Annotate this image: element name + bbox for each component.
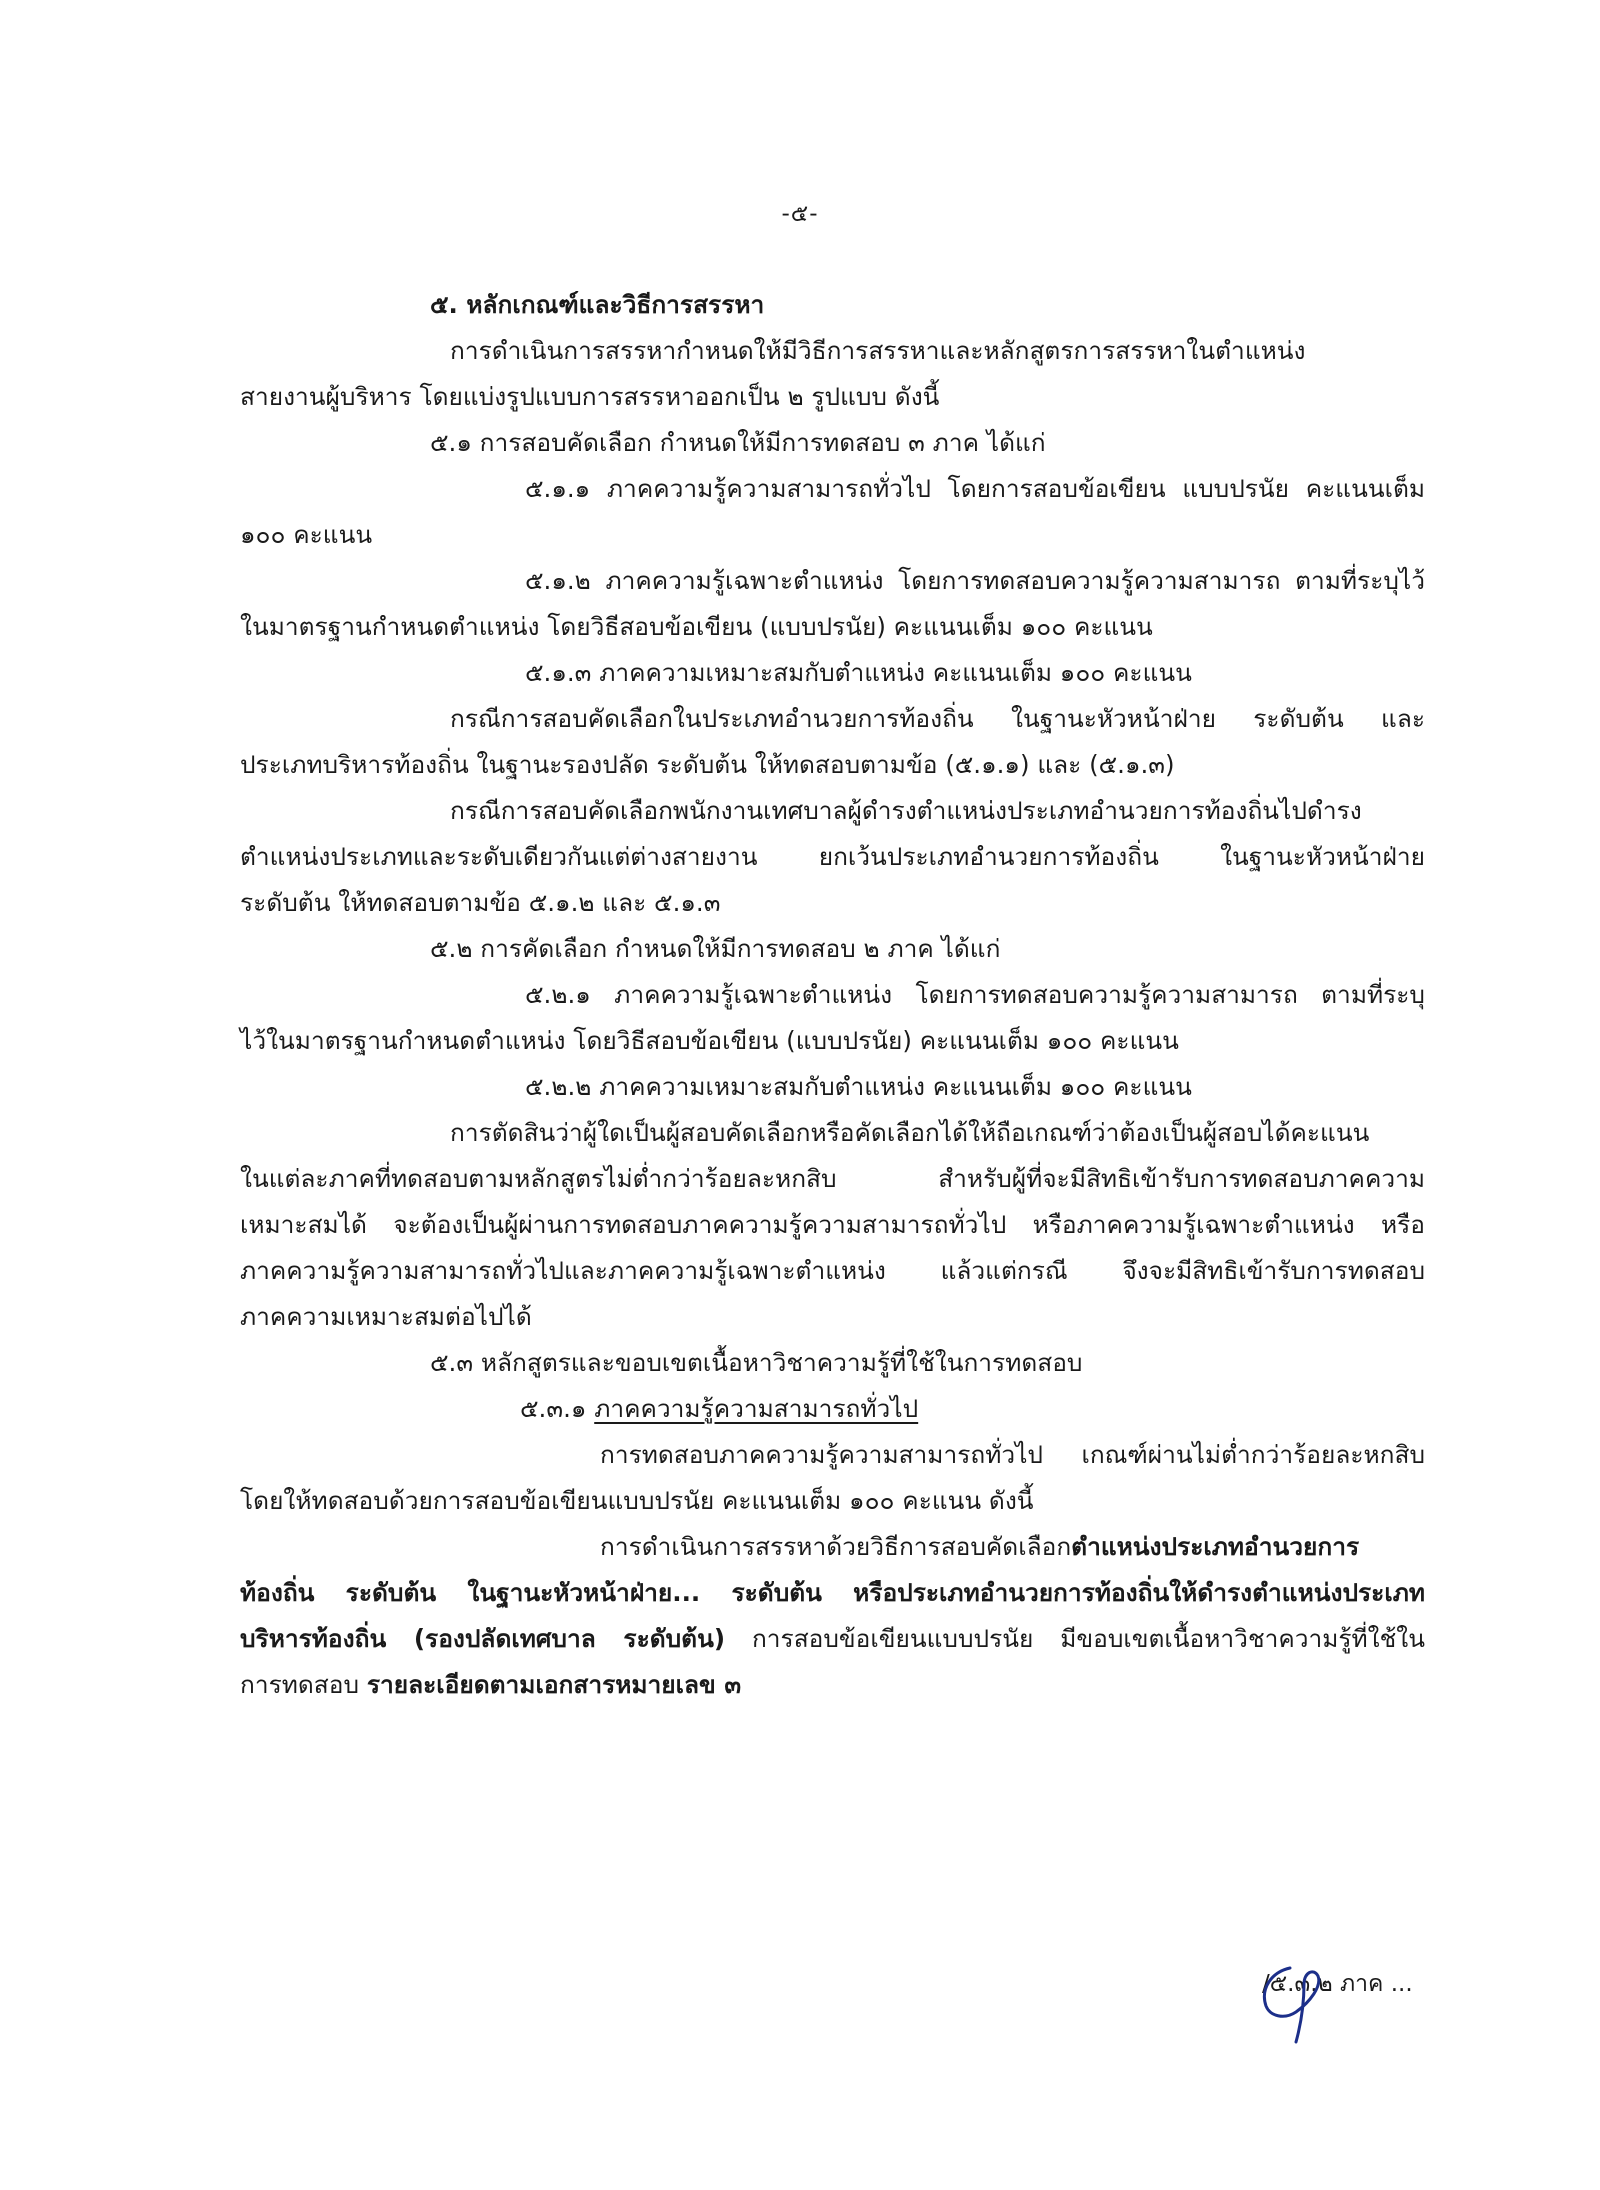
general-test-line: การทดสอบภาคความรู้ความสามารถทั่วไป เกณฑ์ผ่านไม่ต่ำกว่าร้อยละหกสิบ (600, 1440, 1425, 1469)
item-5-3-1-number: ๕.๓.๑ (520, 1394, 595, 1423)
item-5-2-1-line: ๕.๒.๑ ภาคความรู้เฉพาะตำแหน่ง โดยการทดสอบความรู้ความสามารถ ตามที่ระบุ (525, 980, 1425, 1009)
subsection-5-2: ๕.๒ การคัดเลือก กำหนดให้มีการทดสอบ ๒ ภาค ได้แก่ (430, 934, 1001, 963)
operation-bold-text: บริหารท้องถิ่น (รองปลัดเทศบาล ระดับต้น) (240, 1624, 726, 1653)
operation-text: การทดสอบ (240, 1670, 367, 1699)
operation-bold-text: หรือประเภทอำนวยการท้องถิ่นให้ดำรงตำแหน่งประเภท (821, 1578, 1425, 1607)
case-2-line: ระดับต้น ให้ทดสอบตามข้อ ๕.๑.๒ และ ๕.๑.๓ (240, 888, 721, 917)
paragraph-intro-line: การดำเนินการสรรหากำหนดให้มีวิธีการสรรหาและหลักสูตรการสรรหาในตำแหน่ง (450, 336, 1306, 365)
item-5-3-1 (240, 1386, 1425, 1432)
subsection-5-1: ๕.๑ การสอบคัดเลือก กำหนดให้มีการทดสอบ ๓ ภาค ได้แก่ (430, 428, 1046, 457)
case-1-line: กรณีการสอบคัดเลือกในประเภทอำนวยการท้องถิ่น ในฐานะหัวหน้าฝ่าย ระดับต้น และ (450, 704, 1425, 733)
item-5-1-2-line: ๕.๑.๒ ภาคความรู้เฉพาะตำแหน่ง โดยการทดสอบความรู้ความสามารถ ตามที่ระบุไว้ (525, 566, 1425, 595)
judgement-line: ภาคความเหมาะสมต่อไปได้ (240, 1302, 532, 1331)
item-5-1-3: ๕.๑.๓ ภาคความเหมาะสมกับตำแหน่ง คะแนนเต็ม ๑๐๐ คะแนน (525, 658, 1192, 687)
judgement-line: เหมาะสมได้ จะต้องเป็นผู้ผ่านการทดสอบภาคความรู้ความสามารถทั่วไป หรือภาคความรู้เฉพาะตำแหน่ง หรือ (240, 1210, 1425, 1239)
case-2-line: ตำแหน่งประเภทและระดับเดียวกันแต่ต่างสายงาน ยกเว้นประเภทอำนวยการท้องถิ่น ในฐานะหัวหน้าฝ่าย (240, 842, 1425, 871)
item-5-3-1-title: ภาคความรู้ความสามารถทั่วไป (594, 1394, 919, 1423)
item-5-1-1-line: ๑๐๐ คะแนน (240, 520, 373, 549)
item-5-1-1-line: ๕.๑.๑ ภาคความรู้ความสามารถทั่วไป โดยการสอบข้อเขียน แบบปรนัย คะแนนเต็ม (525, 474, 1425, 503)
paragraph-intro-line: สายงานผู้บริหาร โดยแบ่งรูปแบบการสรรหาออกเป็น ๒ รูปแบบ ดังนี้ (240, 382, 940, 411)
item-5-2-1-line: ไว้ในมาตรฐานกำหนดตำแหน่ง โดยวิธีสอบข้อเขียน (แบบปรนัย) คะแนนเต็ม ๑๐๐ คะแนน (240, 1026, 1179, 1055)
operation-line (240, 1570, 1425, 1616)
case-2-line: กรณีการสอบคัดเลือกพนักงานเทศบาลผู้ดำรงตำแหน่งประเภทอำนวยการท้องถิ่นไปดำรง (450, 796, 1362, 825)
case-1-line: ประเภทบริหารท้องถิ่น ในฐานะรองปลัด ระดับต้น ให้ทดสอบตามข้อ (๕.๑.๑) และ (๕.๑.๓) (240, 750, 1175, 779)
page-number: -๕- (781, 201, 819, 227)
operation-text: การดำเนินการสรรหาด้วยวิธีการสอบคัดเลือก (600, 1532, 1072, 1561)
judgement-line: การตัดสินว่าผู้ใดเป็นผู้สอบคัดเลือกหรือคัดเลือกได้ให้ถือเกณฑ์ว่าต้องเป็นผู้สอบได้คะแนน (450, 1118, 1370, 1147)
item-5-2-2: ๕.๒.๒ ภาคความเหมาะสมกับตำแหน่ง คะแนนเต็ม ๑๐๐ คะแนน (525, 1072, 1192, 1101)
document-body (240, 282, 1425, 1708)
judgement-line: ในแต่ละภาคที่ทดสอบตามหลักสูตรไม่ต่ำกว่าร้อยละหกสิบ สำหรับผู้ที่จะมีสิทธิเข้ารับการทดสอบภาคความ (240, 1164, 1425, 1193)
operation-bold-text: ท้องถิ่น ระดับต้น ในฐานะหัวหน้าฝ่าย... ระดับต้น (240, 1578, 822, 1607)
section-heading: ๕. หลักเกณฑ์และวิธีการสรรหา (430, 290, 765, 319)
item-5-1-2-line: ในมาตรฐานกำหนดตำแหน่ง โดยวิธีสอบข้อเขียน (แบบปรนัย) คะแนนเต็ม ๑๐๐ คะแนน (240, 612, 1153, 641)
operation-bold-text: ตำแหน่งประเภทอำนวยการ (1071, 1532, 1360, 1561)
operation-line (240, 1616, 1425, 1662)
operation-bold-text: รายละเอียดตามเอกสารหมายเลข ๓ (366, 1670, 742, 1699)
operation-line (240, 1524, 1425, 1570)
general-test-line: โดยให้ทดสอบด้วยการสอบข้อเขียนแบบปรนัย คะแนนเต็ม ๑๐๐ คะแนน ดังนี้ (240, 1486, 1034, 1515)
judgement-line: ภาคความรู้ความสามารถทั่วไปและภาคความรู้เฉพาะตำแหน่ง แล้วแต่กรณี จึงจะมีสิทธิเข้ารับการทดสอบ (240, 1256, 1425, 1285)
subsection-5-3: ๕.๓ หลักสูตรและขอบเขตเนื้อหาวิชาความรู้ที่ใช้ในการทดสอบ (430, 1348, 1083, 1377)
operation-text: การสอบข้อเขียนแบบปรนัย มีขอบเขตเนื้อหาวิชาความรู้ที่ใช้ใน (725, 1624, 1425, 1653)
operation-line (240, 1662, 1425, 1708)
continuation-reference: /๕.๓.๒ ภาค ... (1262, 1971, 1413, 1997)
initials-signature (1252, 1950, 1342, 2060)
